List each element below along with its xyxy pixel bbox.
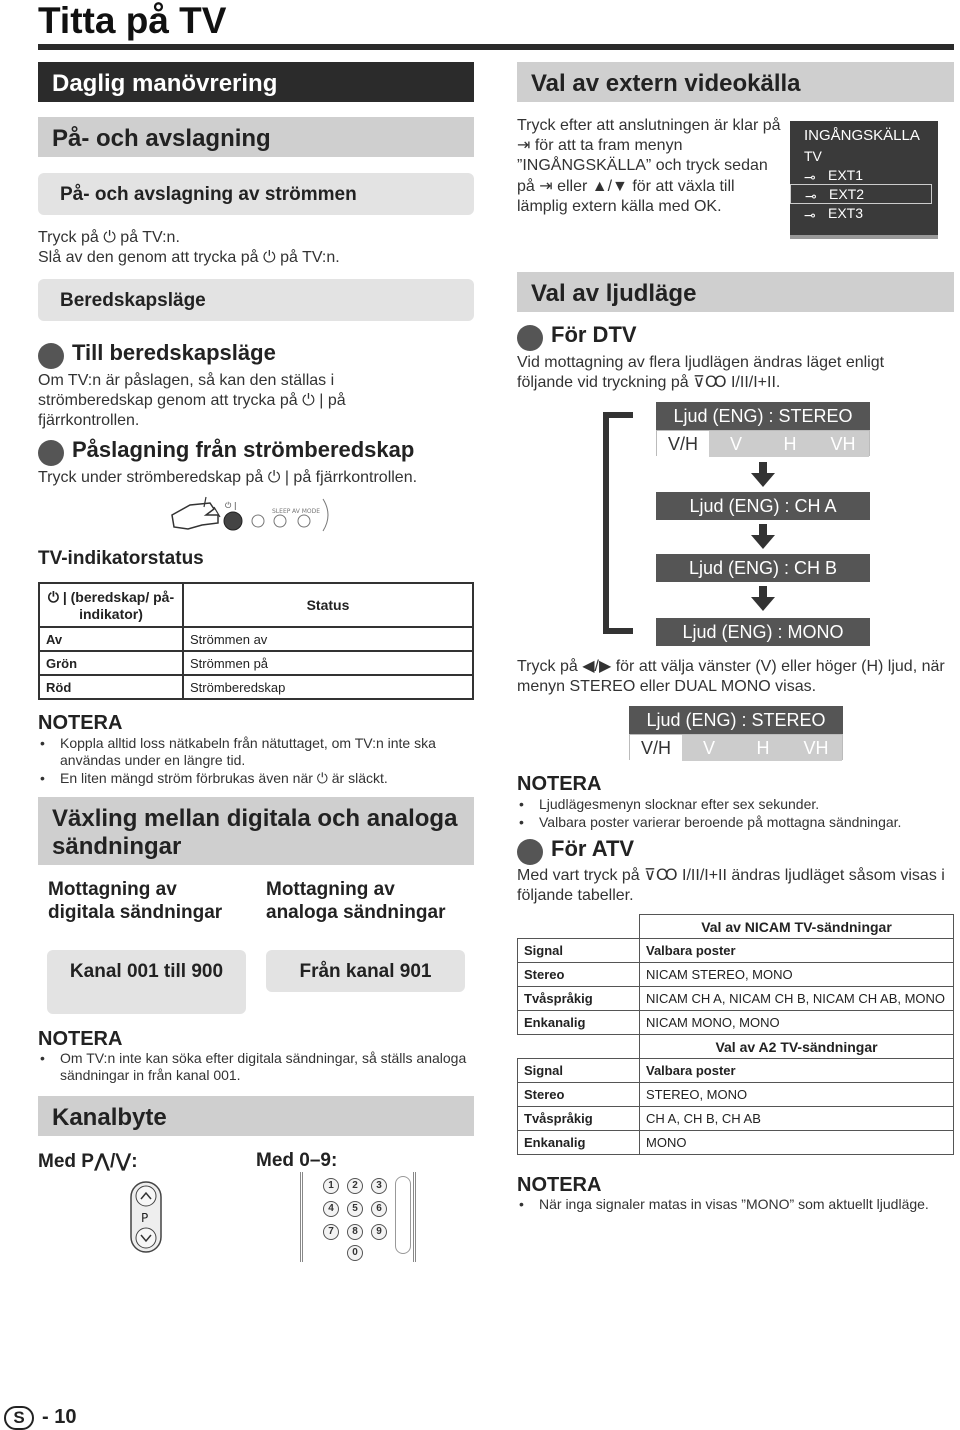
menu-item-ext2: ⊸ EXT2: [790, 184, 932, 204]
atv-text: Med vart tryck på ⊽Ꝏ I/II/I+II ändras ljudläget såsom visas i följande tabeller.: [517, 867, 945, 904]
bullet-icon: [517, 839, 543, 865]
nicam-title: Val av NICAM TV-sändningar: [640, 915, 954, 939]
list-item: • En liten mängd ström förbrukas även när ⏻ är släckt.: [38, 770, 474, 787]
cell-vh: V/H: [657, 431, 709, 457]
bullet-icon: [38, 343, 64, 369]
list-item: • När inga signaler matas in visas ”MONO” som aktuellt ljudläge.: [517, 1196, 954, 1213]
flow-stereo-box: Ljud (ENG) : STEREO: [656, 402, 870, 430]
remote-avmode-label: AV MODE: [292, 508, 321, 515]
cell-vh2: VH: [790, 735, 842, 761]
key-4: 4: [323, 1201, 339, 1217]
table-row: Tvåspråkig NICAM CH A, NICAM CH B, NICAM CH AB, MONO: [518, 987, 954, 1011]
atv-heading: För ATV: [517, 836, 957, 865]
standby-button-icon: [224, 512, 242, 530]
dtv-heading: För DTV: [517, 322, 957, 351]
list-item: • Valbara poster varierar beroende på mottagna sändningar.: [517, 814, 954, 831]
bullet-icon: [517, 325, 543, 351]
digital-reception-label: Mottagning av digitala sändningar: [48, 879, 223, 923]
bullet-icon: [38, 440, 64, 466]
menu-header: INGÅNGSKÄLLA: [804, 127, 920, 144]
from-standby-heading: Påslagning från strömberedskap: [38, 437, 478, 466]
note-list: [38, 1050, 474, 1084]
nicam-table: [517, 914, 954, 1155]
key-1: 1: [323, 1178, 339, 1194]
section-daily-operation: Daglig manövrering: [38, 62, 474, 102]
table-row: Enkanalig NICAM MONO, MONO: [518, 1011, 954, 1035]
key-5: 5: [347, 1201, 363, 1217]
a2-title: Val av A2 TV-sändningar: [640, 1035, 954, 1059]
key-2: 2: [347, 1178, 363, 1194]
indicator-title: TV-indikatorstatus: [38, 548, 204, 569]
table-header-status: Status: [183, 583, 473, 627]
hand-pointer-icon: [172, 503, 218, 529]
flow-cha-box: Ljud (ENG) : CH A: [656, 492, 870, 520]
indicator-status-table: [38, 582, 474, 700]
section-audio-mode: Val av ljudläge: [517, 272, 954, 312]
menu-item-ext1: ⊸ EXT1: [804, 167, 864, 185]
table-row: Röd Strömberedskap: [39, 675, 473, 699]
scart-icon: ⊸: [804, 169, 816, 185]
list-item: • Om TV:n inte kan söka efter digitala sändningar, så ställs analoga sändningar in från kanal 001.: [38, 1050, 474, 1084]
to-standby-heading: Till beredskapsläge: [38, 340, 478, 369]
note-heading: NOTERA: [38, 712, 123, 734]
remote-sleep-label: SLEEP: [272, 508, 291, 515]
section-channel-change: Kanalbyte: [38, 1096, 474, 1136]
stereo-box-2: Ljud (ENG) : STEREO: [629, 706, 843, 734]
arrow-down-icon: [751, 597, 775, 611]
stereo-cells-2: [629, 734, 843, 760]
note-heading: NOTERA: [517, 773, 602, 795]
cell-vh: V/H: [630, 735, 682, 761]
dtv-text: Vid mottagning av flera ljudlägen ändras läget enligt följande vid tryckning på ⊽Ꝏ I/II/I+II.: [517, 354, 885, 391]
left-right-text: Tryck på ◀/▶ för att välja vänster (V) eller höger (H) ljud, när menyn STEREO eller DUAL MONO visas.: [517, 658, 945, 695]
cell-v: V: [682, 735, 736, 761]
title-rule: [38, 44, 954, 50]
volume-rocker: [395, 1176, 411, 1254]
note-list: [38, 735, 474, 787]
table-row: Av Strömmen av: [39, 627, 473, 651]
power-text-1: Tryck på ⏻ på TV:n.: [38, 229, 180, 246]
cell-v: V: [709, 431, 763, 457]
flow-stereo-cells: [656, 430, 870, 456]
from-standby-text: Tryck under strömberedskap på ⏻ | på fjärrkontrollen.: [38, 469, 418, 486]
remote-illustration: [168, 493, 348, 537]
input-source-menu: [790, 121, 938, 239]
table-row: Stereo NICAM STEREO, MONO: [518, 963, 954, 987]
note-heading: NOTERA: [517, 1174, 602, 1196]
table-row: Enkanalig MONO: [518, 1131, 954, 1155]
table-row: Tvåspråkig CH A, CH B, CH AB: [518, 1107, 954, 1131]
menu-item-ext3: ⊸ EXT3: [804, 205, 864, 223]
p-rocker-button: [128, 1180, 166, 1254]
keypad-illustration: [300, 1172, 416, 1262]
scart-icon: ⊸: [804, 207, 816, 223]
flow-return-bracket: [603, 412, 633, 634]
subsection-power: På- och avslagning av strömmen: [38, 173, 474, 215]
menu-item-tv: TV: [804, 148, 822, 164]
p-label: P: [141, 1211, 149, 1225]
analog-reception-label: Mottagning av analoga sändningar: [266, 879, 446, 923]
key-7: 7: [323, 1224, 339, 1240]
key-9: 9: [371, 1224, 387, 1240]
digital-channel-range: Kanal 001 till 900: [47, 950, 246, 1014]
cell-h: H: [763, 431, 817, 457]
table-row: Signal Valbara poster: [518, 939, 954, 963]
page-title: Titta på TV: [38, 0, 227, 41]
channel-digits-label: Med 0–9:: [256, 1150, 338, 1171]
svg-text:⏻ |: ⏻ |: [225, 501, 237, 510]
cell-vh2: VH: [817, 431, 869, 457]
key-8: 8: [347, 1224, 363, 1240]
subsection-standby: Beredskapsläge: [38, 279, 474, 321]
arrow-down-icon: [751, 535, 775, 549]
arrow-down-icon: [751, 473, 775, 487]
section-power-onoff: På- och avslagning: [38, 117, 474, 157]
table-row: Signal Valbara poster: [518, 1059, 954, 1083]
to-standby-text: Om TV:n är påslagen, så kan den ställas i strömberedskap genom att trycka på ⏻ | på fjärrkontrollen.: [38, 372, 346, 429]
key-6: 6: [371, 1201, 387, 1217]
language-badge: S: [4, 1406, 34, 1430]
scart-icon: ⊸: [805, 188, 817, 204]
external-source-text: Tryck efter att anslutningen är klar på ⇥ för att ta fram menyn ”INGÅNGSKÄLLA” och tryck sedan på ⇥ eller ▲/▼ för att växla till lämplig extern källa med OK.: [517, 117, 781, 215]
key-3: 3: [371, 1178, 387, 1194]
cell-h: H: [736, 735, 790, 761]
flow-chb-box: Ljud (ENG) : CH B: [656, 554, 870, 582]
section-digital-analog: Växling mellan digitala och analoga sändningar: [38, 797, 474, 865]
note-list: [517, 1196, 954, 1213]
channel-p-label: Med P⋀/⋁:: [38, 1151, 138, 1172]
section-external-source: Val av extern videokälla: [517, 62, 954, 102]
note-heading: NOTERA: [38, 1028, 123, 1050]
key-0: 0: [347, 1245, 363, 1261]
table-header-indicator: ⏻ | (beredskap/ på-indikator): [39, 583, 183, 627]
flow-mono-box: Ljud (ENG) : MONO: [656, 618, 870, 646]
power-text-2: Slå av den genom att trycka på ⏻ på TV:n.: [38, 249, 340, 266]
list-item: • Ljudlägesmenyn slocknar efter sex sekunder.: [517, 796, 954, 813]
table-row: Grön Strömmen på: [39, 651, 473, 675]
list-item: • Koppla alltid loss nätkabeln från nätuttaget, om TV:n inte ska användas under en längre tid.: [38, 735, 474, 769]
note-list: [517, 796, 954, 831]
analog-channel-range: Från kanal 901: [266, 950, 465, 992]
table-row: Stereo STEREO, MONO: [518, 1083, 954, 1107]
page-number: - 10: [42, 1406, 77, 1428]
